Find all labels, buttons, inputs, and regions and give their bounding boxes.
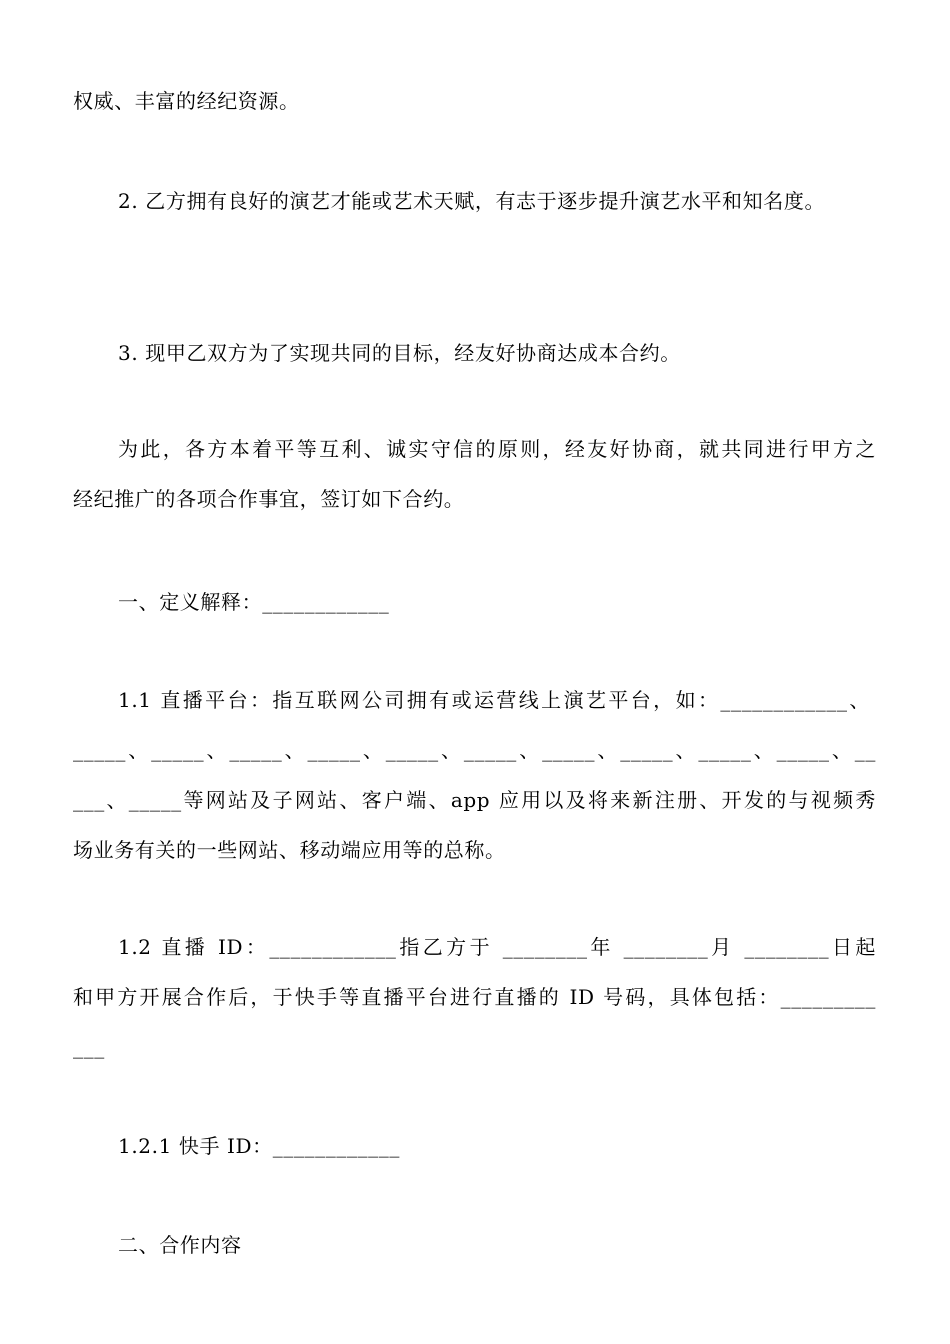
section-heading: 二、合作内容 (118, 1233, 242, 1257)
paragraph-line: _____、_____、_____、_____、_____、_____、_____、_____、_____、_____、__ (73, 738, 876, 762)
paragraph-line: ___、_____等网站及子网站、客户端、app 应用以及将来新注册、开发的与视频秀 (73, 788, 876, 812)
paragraph-line: 1.2.1 快手 ID：____________ (118, 1134, 400, 1158)
paragraph-line: 2. 乙方拥有良好的演艺才能或艺术天赋，有志于逐步提升演艺水平和知名度。 (118, 189, 826, 213)
paragraph-line: 1.2 直播 ID：____________指乙方于 ________年 ________月 ________日起 (118, 935, 876, 959)
section-heading: 一、定义解释：____________ (118, 590, 390, 614)
paragraph-line: ___ (73, 1035, 105, 1059)
paragraph-line: 3. 现甲乙双方为了实现共同的目标，经友好协商达成本合约。 (118, 341, 681, 365)
paragraph-line: 场业务有关的一些网站、移动端应用等的总称。 (73, 838, 506, 862)
paragraph-line: 经纪推广的各项合作事宜，签订如下合约。 (73, 487, 465, 511)
paragraph-line: 1.1 直播平台：指互联网公司拥有或运营线上演艺平台，如：____________、 (118, 688, 870, 712)
paragraph-line: 为此，各方本着平等互利、诚实守信的原则，经友好协商，就共同进行甲方之 (118, 437, 876, 461)
paragraph-line: 权威、丰富的经纪资源。 (73, 89, 300, 113)
paragraph-line: 和甲方开展合作后，于快手等直播平台进行直播的 ID 号码，具体包括：_________ (73, 985, 876, 1009)
